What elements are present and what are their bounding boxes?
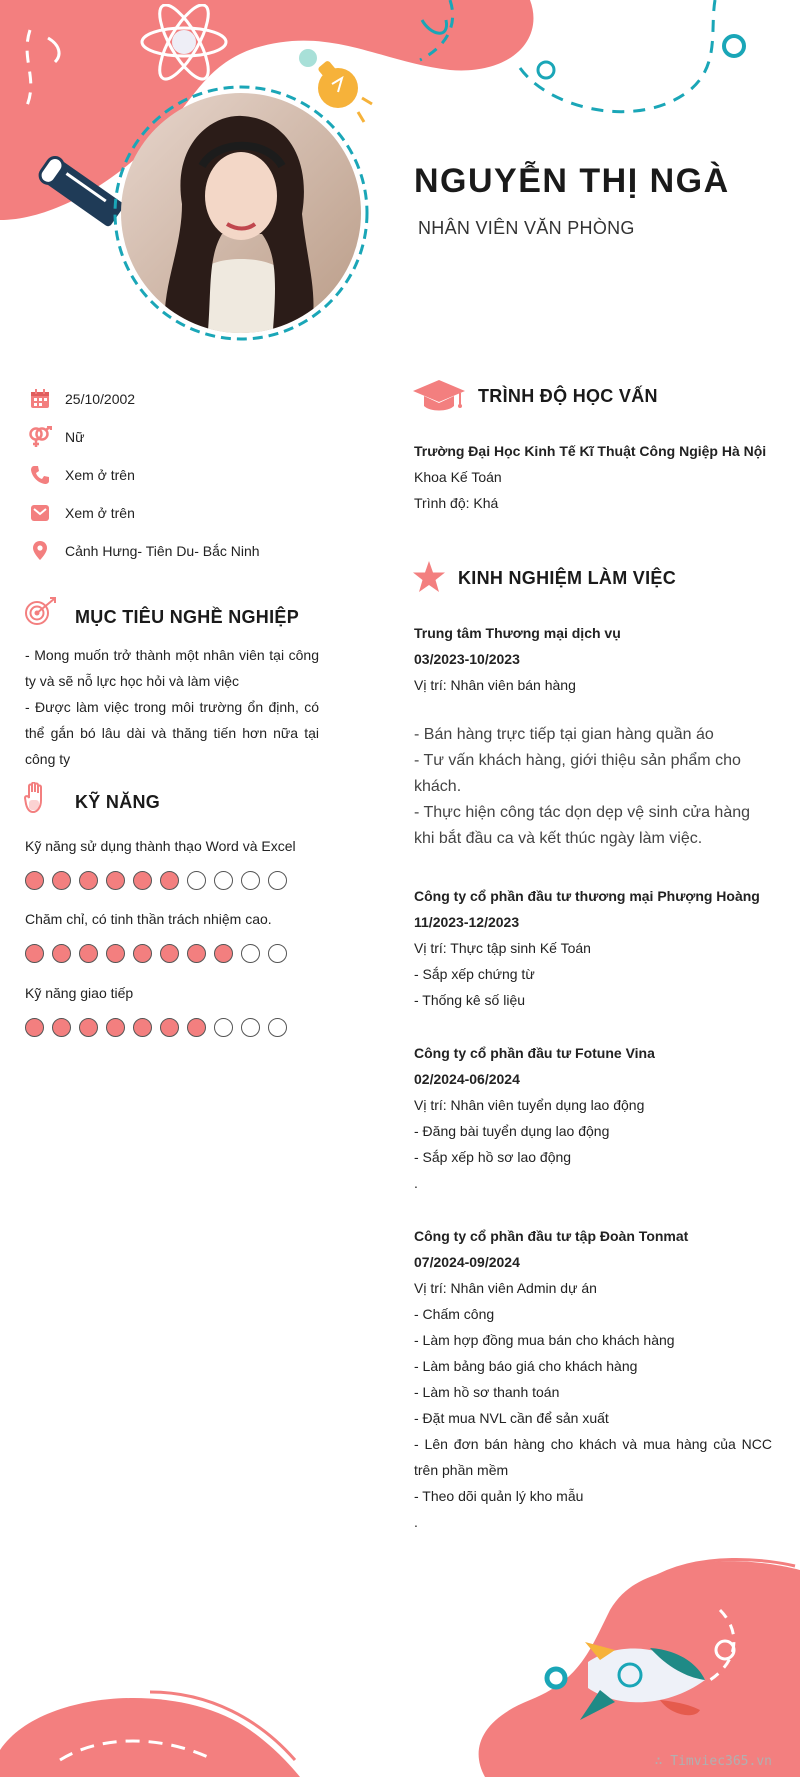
rating-dot-filled [52, 1018, 71, 1037]
education-major: Khoa Kế Toán [414, 469, 502, 485]
objective-line: - Mong muốn trở thành một nhân viên tại công ty và sẽ nỗ lực học hỏi và làm việc [25, 647, 319, 689]
rating-dot-empty [268, 1018, 287, 1037]
rating-dot-filled [133, 871, 152, 890]
contact-text: 25/10/2002 [65, 391, 136, 407]
skill-rating [25, 871, 287, 890]
contact-text: Xem ở trên [65, 467, 135, 483]
rating-dot-filled [160, 944, 179, 963]
email-icon [28, 501, 52, 525]
rating-dot-empty [187, 871, 206, 890]
contact-address [28, 538, 260, 564]
rating-dot-filled [79, 871, 98, 890]
rating-dot-empty [241, 871, 260, 890]
job-position: Vị trí: Nhân viên bán hàng [414, 677, 576, 693]
rating-dot-empty [214, 871, 233, 890]
job-detail: - Làm bảng báo giá cho khách hàng [414, 1358, 638, 1374]
avatar [112, 84, 370, 342]
job-detail: - Tư vấn khách hàng, giới thiệu sản phẩm cho khách. [414, 752, 741, 795]
rating-dot-filled [25, 871, 44, 890]
calendar-icon [28, 387, 52, 411]
rocket-icon [530, 1620, 710, 1730]
rating-dot-filled [214, 944, 233, 963]
job-detail: - Làm hợp đồng mua bán cho khách hàng [414, 1332, 675, 1348]
location-pin-icon [28, 539, 52, 563]
job-detail: - Thống kê số liệu [414, 992, 526, 1008]
job-date: 07/2024-09/2024 [414, 1254, 520, 1270]
job-detail: - Làm hồ sơ thanh toán [414, 1384, 560, 1400]
rating-dot-filled [79, 944, 98, 963]
rating-dot-filled [79, 1018, 98, 1037]
job-entry [414, 1040, 772, 1196]
contact-text: Cảnh Hưng- Tiên Du- Bắc Ninh [65, 543, 260, 559]
rating-dot-filled [187, 944, 206, 963]
contact-phone [28, 462, 135, 488]
job-detail: - Lên đơn bán hàng cho khách và mua hàng của NCC trên phần mềm [414, 1436, 772, 1478]
job-detail: . [414, 1514, 418, 1530]
rating-dot-filled [106, 1018, 125, 1037]
candidate-name: NGUYỄN THỊ NGÀ [414, 162, 730, 200]
job-date: 02/2024-06/2024 [414, 1071, 520, 1087]
objective-text [25, 642, 319, 772]
rating-dot-filled [187, 1018, 206, 1037]
rating-dot-filled [25, 1018, 44, 1037]
job-position: Vị trí: Nhân viên tuyển dụng lao động [414, 1097, 645, 1113]
skill-rating [25, 944, 287, 963]
education-level: Trình độ: Khá [414, 495, 499, 511]
job-company: Công ty cổ phần đầu tư tập Đoàn Tonmat [414, 1228, 689, 1244]
job-position: Vị trí: Nhân viên Admin dự án [414, 1280, 597, 1296]
rating-dot-empty [241, 1018, 260, 1037]
job-detail: - Sắp xếp hồ sơ lao động [414, 1149, 572, 1165]
contact-birthdate [28, 386, 135, 412]
job-title: NHÂN VIÊN VĂN PHÒNG [418, 218, 635, 238]
rating-dot-filled [52, 944, 71, 963]
education-block [414, 438, 772, 516]
job-detail: - Đăng bài tuyển dụng lao động [414, 1123, 610, 1139]
rating-dot-empty [268, 944, 287, 963]
job-detail: - Sắp xếp chứng từ [414, 966, 535, 982]
objective-line: - Được làm việc trong môi trường ổn định, có thể gắn bó lâu dài và thăng tiến hơn nữa tại công ty [25, 699, 319, 767]
rating-dot-empty [214, 1018, 233, 1037]
skill-label: Kỹ năng giao tiếp [25, 985, 134, 1001]
skill-label: Chăm chỉ, có tinh thần trách nhiệm cao. [25, 911, 272, 927]
skill-rating [25, 1018, 287, 1037]
job-entry [414, 883, 772, 1013]
job-position: Vị trí: Thực tập sinh Kế Toán [414, 940, 591, 956]
watermark: ∴ Timviec365.vn [654, 1754, 772, 1769]
job-company: Công ty cổ phần đầu tư Fotune Vina [414, 1045, 655, 1061]
atom-icon [138, 4, 230, 84]
phone-icon [28, 463, 52, 487]
objective-title: MỤC TIÊU NGHỀ NGHIỆP [75, 607, 300, 627]
job-detail: - Bán hàng trực tiếp tại gian hàng quần áo [414, 726, 714, 743]
experience-title: KINH NGHIỆM LÀM VIỆC [458, 568, 677, 588]
job-entry [414, 1223, 772, 1535]
rating-dot-empty [268, 871, 287, 890]
rating-dot-empty [241, 944, 260, 963]
graduation-cap-icon [412, 378, 466, 419]
rating-dot-filled [52, 871, 71, 890]
rating-dot-filled [133, 1018, 152, 1037]
job-detail: - Theo dõi quản lý kho mẫu [414, 1488, 584, 1504]
star-icon [412, 560, 446, 599]
job-detail: - Thực hiện công tác dọn dẹp vệ sinh cửa hàng khi bắt đầu ca và kết thúc ngày làm việc. [414, 804, 751, 847]
rating-dot-filled [133, 944, 152, 963]
education-title: TRÌNH ĐỘ HỌC VẤN [478, 386, 658, 406]
rating-dot-filled [25, 944, 44, 963]
top-right-dashes [410, 0, 800, 130]
school-name: Trường Đại Học Kinh Tế Kĩ Thuật Công Ngiệp Hà Nội [414, 443, 767, 459]
job-detail: . [414, 1175, 418, 1191]
job-date: 11/2023-12/2023 [414, 914, 520, 930]
bottom-left-blob [0, 1680, 310, 1777]
hand-icon [24, 782, 48, 819]
target-icon [24, 596, 58, 631]
rating-dot-filled [106, 944, 125, 963]
job-company: Công ty cổ phần đầu tư thương mại Phượng Hoàng [414, 888, 760, 904]
contact-email [28, 500, 135, 526]
job-detail: - Đặt mua NVL cần để sản xuất [414, 1410, 609, 1426]
skills-title: KỸ NĂNG [75, 792, 161, 812]
gender-icon [28, 425, 52, 449]
contact-gender [28, 424, 84, 450]
skill-label: Kỹ năng sử dụng thành thạo Word và Excel [25, 838, 296, 854]
job-entry [414, 620, 772, 852]
contact-text: Nữ [65, 429, 85, 445]
job-company: Trung tâm Thương mại dịch vụ [414, 625, 621, 641]
job-date: 03/2023-10/2023 [414, 651, 520, 667]
contact-text: Xem ở trên [65, 505, 135, 521]
rating-dot-filled [106, 871, 125, 890]
job-detail: - Chấm công [414, 1306, 495, 1322]
rating-dot-filled [160, 1018, 179, 1037]
rating-dot-filled [160, 871, 179, 890]
